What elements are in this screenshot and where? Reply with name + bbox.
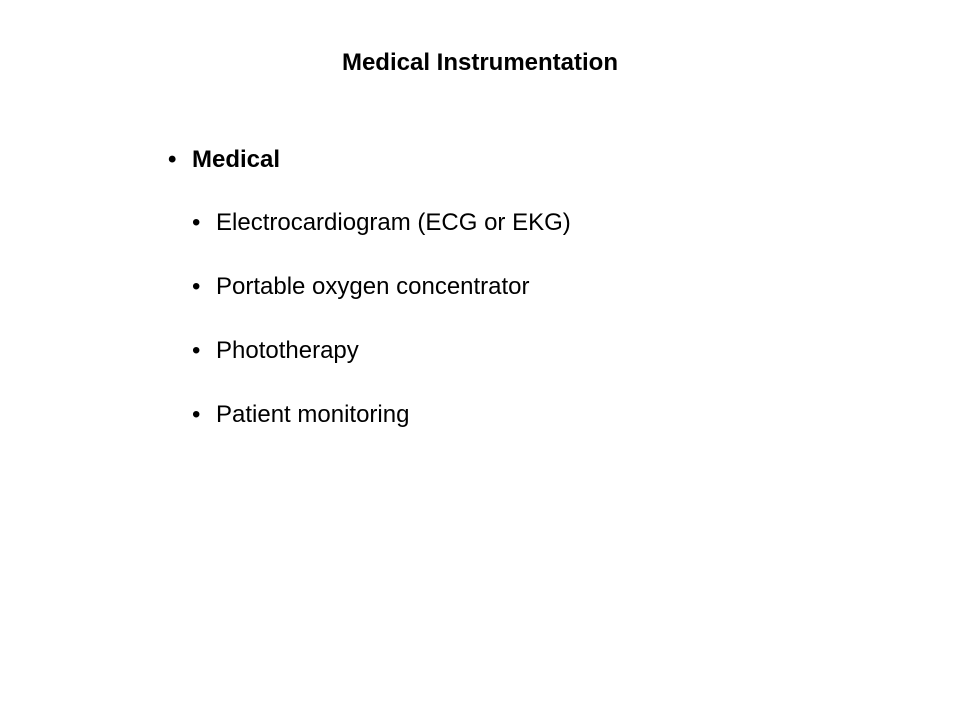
bullet-item-monitoring xyxy=(192,400,409,430)
bullet-dot: • xyxy=(192,209,201,236)
bullet-heading-label: Medical xyxy=(192,146,281,173)
bullet-item-label: Phototherapy xyxy=(216,337,359,364)
bullet-item-ecg xyxy=(192,208,571,238)
bullet-dot: • xyxy=(192,337,201,364)
bullet-item-oxygen xyxy=(192,272,530,302)
bullet-dot: • xyxy=(168,146,177,173)
bullet-dot: • xyxy=(192,273,201,300)
bullet-heading xyxy=(168,145,280,175)
bullet-item-label: Portable oxygen concentrator xyxy=(216,273,530,300)
slide-title: Medical Instrumentation xyxy=(341,49,619,76)
bullet-item-label: Electrocardiogram (ECG or EKG) xyxy=(216,209,571,236)
bullet-dot: • xyxy=(192,401,201,428)
bullet-item-label: Patient monitoring xyxy=(216,401,410,428)
bullet-item-phototherapy xyxy=(192,336,359,366)
